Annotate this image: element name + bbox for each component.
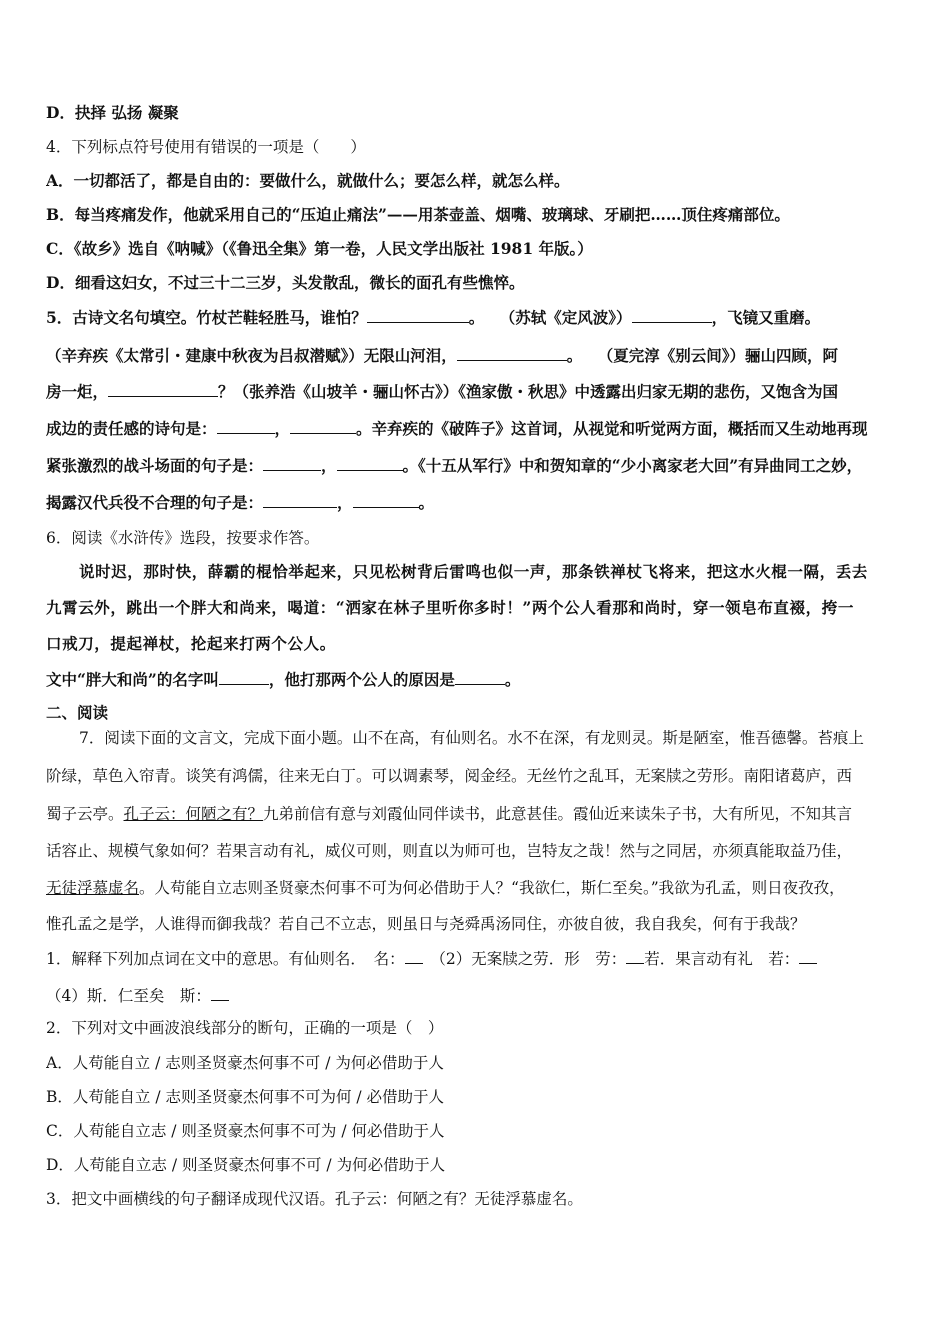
q7-sub1-cont: （4）斯．仁至矣 斯：	[46, 985, 906, 1006]
q4-option-c: C．《故乡》选自《呐喊》（《鲁迅全集》第一卷，人民文学出版社 1981 年版。）	[46, 239, 593, 258]
q5-line-3: 房一炬， ？（张养浩《山坡羊・骊山怀古》）《渔家傲・秋思》中透露出归家无期的悲伤，又饱含为国	[46, 382, 839, 401]
q4-option-a: A．一切都活了，都是自由的：要做什么，就做什么；要怎么样，就怎么样。	[46, 171, 570, 190]
answer-blank[interactable]	[457, 345, 567, 361]
q7-passage-line: 惟孔孟之是学，人谁得而御我哉？若自己不立志，则虽日与尧舜禹汤同住，亦彼自彼，我自我矣，何有于我哉？	[46, 915, 806, 933]
q7-sub2-option-b: B．人苟能自立 / 志则圣贤豪杰何事不可为何 / 必借助于人	[46, 1088, 445, 1106]
answer-blank[interactable]	[367, 307, 469, 323]
q7-sub3: 3．把文中画横线的句子翻译成现代汉语。孔子云：何陋之有？无徒浮慕虚名。	[46, 1190, 583, 1208]
q4-option-d: D．细看这妇女，不过三十二三岁，头发散乱，微长的面孔有些憔悴。	[46, 273, 525, 292]
answer-blank[interactable]	[337, 455, 403, 471]
q7-sub2-option-c: C．人苟能自立志 / 则圣贤豪杰何事不可为 / 何必借助于人	[46, 1122, 445, 1140]
q7-sub2-stem: 2．下列对文中画波浪线部分的断句，正确的一项是（ ）	[46, 1019, 444, 1037]
q5-line-4: 成边的责任感的诗句是： ， 。辛弃疾的《破阵子》这首词，从视觉和听觉两方面，概括而又生动地再现	[46, 419, 868, 438]
answer-blank[interactable]	[799, 948, 817, 964]
section-title: 二、阅读	[46, 703, 109, 722]
q7-sub2-option-d: D．人苟能自立志 / 则圣贤豪杰何事不可 / 为何必借助于人	[46, 1156, 446, 1174]
q4-option-b: B．每当疼痛发作，他就采用自己的“压迫止痛法”——用茶壶盖、烟嘴、玻璃球、牙刷把……顶住疼痛部位。	[46, 205, 790, 224]
q5-line-2: （辛弃疾《太常引・建康中秋夜为吕叔潜赋》）无限山河泪， 。 （夏完淳《别云间》）骊山四顾，阿	[46, 346, 839, 365]
q6-passage-line: 说时迟，那时快，薛霸的棍恰举起来，只见松树背后雷鸣也似一声，那条铁禅杖飞将来，把这水火棍一隔，丢去	[79, 562, 868, 581]
q5-line-1: 5．古诗文名句填空。竹杖芒鞋轻胜马，谁怕？ 。 （苏轼《定风波》） ，飞镜又重磨。	[46, 308, 821, 327]
q6-passage-line: 口戒刀，提起禅杖，抡起来打两个公人。	[46, 634, 336, 653]
q7-passage-line: 7．阅读下面的文言文，完成下面小题。山不在高，有仙则名。水不在深，有龙则灵。斯是陋室，惟吾德馨。苔痕上	[79, 729, 864, 747]
q7-passage-line: 无徒浮慕虚名。人苟能自立志则圣贤豪杰何事不可为何必借助于人？“我欲仁，斯仁至矣。”我欲为孔孟，则日夜孜孜，	[46, 879, 845, 897]
q7-passage-line: 话容止、规模气象如何？若果言动有礼，威仪可则，则直以为师可也，岂特友之哉！然与之同居，亦须真能取益乃佳，	[46, 842, 853, 860]
answer-blank[interactable]	[263, 455, 321, 471]
q6-stem: 6．阅读《水浒传》选段，按要求作答。	[46, 529, 320, 547]
q6-passage-line: 九霄云外，跳出一个胖大和尚来，喝道：“洒家在林子里听你多时！”两个公人看那和尚时，穿一领皂布直裰，挎一	[46, 598, 854, 617]
underlined-sentence: 无徒浮慕虚名	[46, 879, 140, 897]
answer-blank[interactable]	[455, 669, 505, 685]
answer-blank[interactable]	[626, 948, 644, 964]
answer-blank[interactable]	[263, 492, 337, 508]
q6-question: 文中“胖大和尚”的名字叫 ，他打那两个公人的原因是 。	[46, 670, 521, 689]
underlined-sentence: 孔子云：何陋之有？	[123, 805, 264, 823]
answer-blank[interactable]	[219, 669, 269, 685]
q7-passage-line: 阶绿，草色入帘青。谈笑有鸿儒，往来无白丁。可以调素琴，阅金经。无丝竹之乱耳，无案牍之劳形。南阳诸葛庐，西	[46, 767, 853, 785]
q5-line-5: 紧张激烈的战斗场面的句子是： ， 。《十五从军行》中和贺知章的“少小离家老大回”有异曲同工之妙，	[46, 456, 863, 475]
q7-sub1: 1．解释下列加点词在文中的意思。有仙则名． 名： （2）无案牍之劳．形 劳： 若．果言动有礼 若：	[46, 948, 906, 969]
answer-blank[interactable]	[353, 492, 419, 508]
q7-passage-line: 蜀子云亭。孔子云：何陋之有？九弟前信有意与刘霞仙同伴读书，此意甚佳。霞仙近来读朱子书，大有所见，不知其言	[46, 805, 853, 823]
q5-line-6: 揭露汉代兵役不合理的句子是： ， 。	[46, 493, 435, 512]
answer-blank[interactable]	[108, 381, 218, 397]
q4-stem: 4．下列标点符号使用有错误的一项是（ ）	[46, 138, 366, 156]
answer-blank[interactable]	[405, 948, 423, 964]
answer-blank[interactable]	[632, 307, 712, 323]
answer-blank[interactable]	[217, 418, 275, 434]
answer-blank[interactable]	[211, 985, 229, 1001]
q7-sub2-option-a: A．人苟能自立 / 志则圣贤豪杰何事不可 / 为何必借助于人	[46, 1054, 444, 1072]
answer-blank[interactable]	[290, 418, 356, 434]
q3-option-d: D．抉择 弘扬 凝聚	[46, 103, 179, 122]
